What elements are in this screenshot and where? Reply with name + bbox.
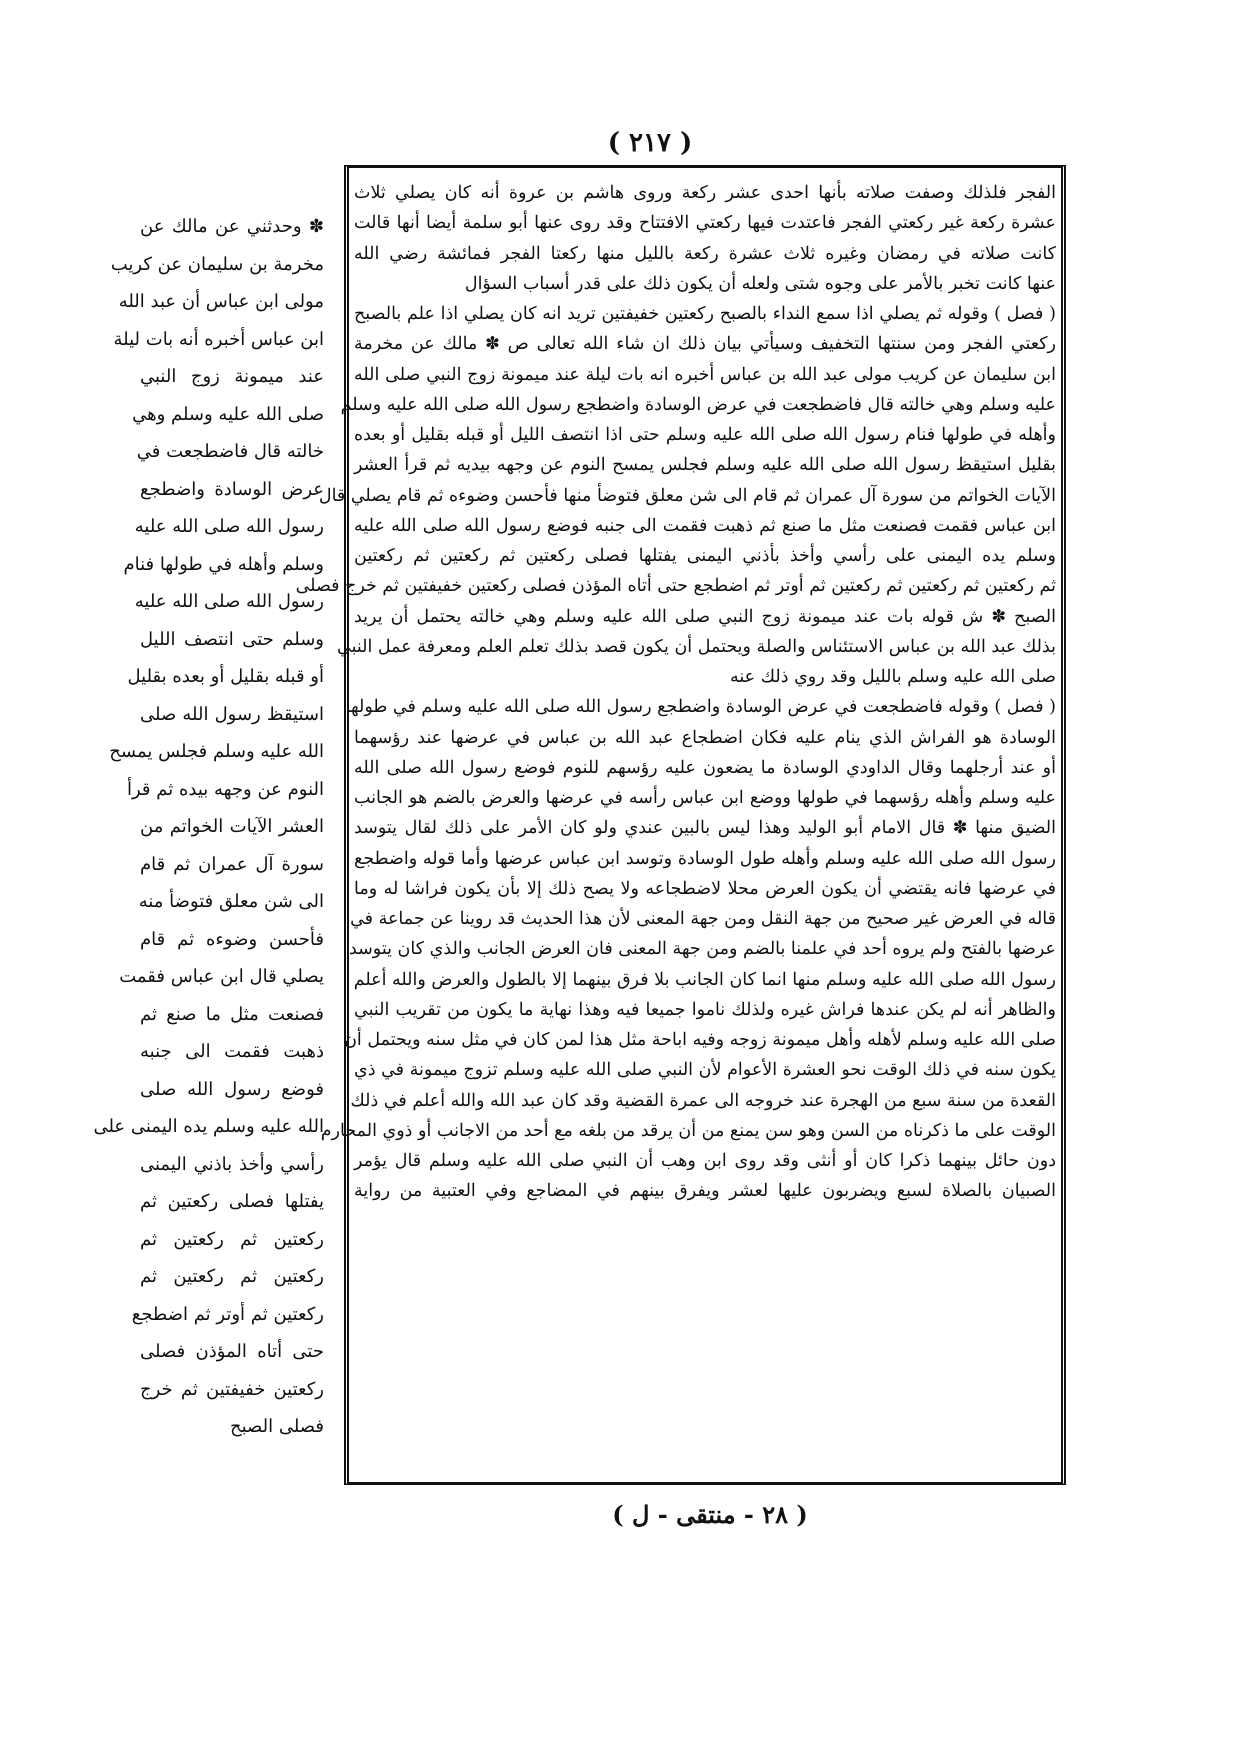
side-text-line: ✽ وحدثني عن مالك عن <box>140 216 324 237</box>
side-text-line: عرض الوسادة واضطجع <box>140 478 324 500</box>
main-text-line: كانت صلاته في رمضان وغيره ثلاث عشرة ركعة بالليل منها ركعتا الفجر فمائشة رضي الله <box>354 243 1056 264</box>
main-text-line: يكون سنه في ذلك الوقت نحو العشرة الأعوام لأن النبي صلى الله عليه وسلم تزوج ميمونة في ذي <box>354 1060 1056 1081</box>
main-text-line: بقليل استيقظ رسول الله صلى الله عليه وسلم فجلس يمسح النوم عن وجهه بيديه ثم قرأ العشر <box>354 455 1056 476</box>
side-text-line: أو قبله بقليل أو بعده بقليل <box>127 666 324 687</box>
side-text-line: حتى أتاه المؤذن فصلى <box>140 1341 324 1362</box>
main-text-line: صلى الله عليه وسلم بالليل وقد روي ذلك عنه <box>729 667 1056 687</box>
main-text-line: رسول الله صلى الله عليه وسلم منها انما كان الجانب بلا فرق بينهما إلا بالطول والعرض والله أعلم <box>353 969 1056 990</box>
side-text-line: ركعتين ثم ركعتين ثم <box>140 1228 324 1250</box>
side-text-line: يفتلها فصلى ركعتين ثم <box>140 1191 324 1212</box>
side-text-line: مولى ابن عباس أن عبد الله <box>118 291 324 312</box>
side-text-line: خالته قال فاضطجعت في <box>136 441 324 462</box>
side-text-line: رسول الله صلى الله عليه <box>134 516 324 537</box>
side-text-line: وسلم حتى انتصف الليل <box>140 628 324 650</box>
main-text-line: في عرضها فانه يقتضي أن يكون العرض محلا لاضطجاعه ولا يصح ذلك إلا بأن يكون فراشا له وما <box>354 878 1056 899</box>
main-text-line: الوسادة هو الفراش الذي ينام عليه فكان اضطجاع عبد الله بن عباس في عرضها عند رؤسهما <box>354 727 1056 748</box>
main-text-line: القعدة من سنة سبع من الهجرة عند خروجه الى عمرة القضية وقد كان عبد الله والله أعلم في ذلك <box>350 1090 1056 1111</box>
main-text-line: والظاهر أنه لم يكن عندها فراش غيره ولذلك ناموا جميعا فيه وهذا نهاية ما يكون من تقريب النبي <box>354 999 1056 1020</box>
page-number: ( ٢١٧ ) <box>607 128 693 158</box>
main-text-line: ( فصل ) وقوله فاضطجعت في عرض الوسادة واضطجع رسول الله صلى الله عليه وسلم في طولها <box>345 697 1056 718</box>
side-text-line: استيقظ رسول الله صلى <box>140 703 324 725</box>
main-text-line: ابن سليمان عن كريب مولى عبد الله بن عباس أخبره انه بات ليلة عند ميمونة زوج النبي صلى الله <box>354 364 1056 385</box>
main-text-line: الآيات الخواتم من سورة آل عمران ثم قام الى شن معلق فتوضأ منها فأحسن وضوءه ثم قام يصلي قال <box>318 485 1056 506</box>
side-text-line: عند ميمونة زوج النبي <box>140 366 324 387</box>
side-text-line: الله عليه وسلم فجلس يمسح <box>109 741 324 762</box>
side-text-line: النوم عن وجهه بيده ثم قرأ <box>126 778 324 800</box>
main-text-line: وسلم يده اليمنى على رأسي وأخذ بأذني اليمنى يفتلها فصلى ركعتين ثم ركعتين ثم ركعتين <box>354 546 1056 566</box>
side-text-line: رسول الله صلى الله عليه <box>134 591 324 612</box>
main-text-line: ابن عباس فقمت فصنعت مثل ما صنع ثم ذهبت فقمت الى جنبه فوضع رسول الله صلى الله عليه <box>354 515 1056 536</box>
main-text-line: عرضها بالفتح ولم يروه أحد في علمنا بالضم ومن جهة المعنى فان العرض الجانب والذي كان يتوسد <box>348 939 1056 960</box>
side-text-line: رأسي وأخذ باذني اليمنى <box>140 1153 324 1175</box>
main-text-line: وأهله في طولها فنام رسول الله صلى الله عليه وسلم حتى اذا انتصف الليل أو قبله بقليل أو بعده <box>354 425 1056 445</box>
side-text-line: وسلم وأهله في طولها فنام <box>123 553 324 575</box>
side-text-line: العشر الآيات الخواتم من <box>140 816 324 837</box>
side-text-line: ركعتين ثم أوتر ثم اضطجع <box>131 1303 324 1325</box>
main-text-line: الصبح ✽ ش قوله بات عند ميمونة زوج النبي صلى الله عليه وسلم وهي خالته يحتمل أن يريد <box>354 606 1056 627</box>
main-text-line: أو عند أرجلهما وقال الداودي الوسادة ما يضعون عليه رؤسهم للنوم فوضع رسول الله صلى الله <box>354 757 1056 778</box>
main-text-line: الضيق منها ✽ قال الامام أبو الوليد وهذا ليس بالبين عندي ولو كان الأمر على ذلك لقال يتوسد <box>354 818 1056 839</box>
side-text-line: يصلي قال ابن عباس فقمت <box>119 966 324 987</box>
side-text-line: الى شن معلق فتوضأ منه <box>138 891 324 912</box>
main-text-line: ( فصل ) وقوله ثم يصلي اذا سمع النداء بالصبح ركعتين خفيفتين تريد انه كان يصلي اذا علم بالصبح <box>354 304 1056 324</box>
main-text-line: رسول الله صلى الله عليه وسلم وأهله طول الوسادة وتوسد ابن عباس عرضها وأما قوله واضطجع <box>354 848 1056 869</box>
side-text-line: سورة آل عمران ثم قام <box>140 853 324 875</box>
side-text-line: ركعتين خفيفتين ثم خرج <box>140 1378 324 1400</box>
main-text-line: دون حائل بينهما ذكرا كان أو أنثى وقد روى ابن وهب أن النبي صلى الله عليه وسلم قال يؤمر <box>354 1151 1056 1171</box>
main-text-line: قاله في العرض غير صحيح من جهة النقل ومن جهة المعنى لأن هذا الحديث قد روينا عن جماعة في <box>350 909 1056 929</box>
main-commentary-column <box>295 178 1056 1207</box>
main-text-line: ركعتي الفجر ومن سنتها التخفيف وسيأتي بيان ذلك ان شاء الله تعالى ص ✽ مالك عن مخرمة <box>354 334 1056 355</box>
main-text-line: عليه وسلم وهي خالته قال فاضطجعت في عرض الوسادة واضطجع رسول الله صلى الله عليه وسلم <box>340 394 1056 415</box>
side-text-line: ركعتين ثم ركعتين ثم <box>140 1266 324 1287</box>
main-text-line: بذلك عبد الله بن عباس الاستئناس والصلة ويحتمل أن يكون قصد بذلك تعلم العلم ومعرفة عمل النبي <box>337 636 1056 657</box>
side-text-line: ابن عباس أخبره أنه بات ليلة <box>113 328 324 350</box>
side-text-line: الله عليه وسلم يده اليمنى على <box>93 1116 324 1137</box>
side-text-line: ذهبت فقمت الى جنبه <box>140 1041 324 1062</box>
side-text-line: صلى الله عليه وسلم وهي <box>132 403 324 425</box>
printer-signature: ( ٢٨ - منتقى - ل ) <box>612 1500 808 1529</box>
main-text-line: عشرة ركعة غير ركعتي الفجر فاعتدت فيها ركعتي الافتتاح وقد روى عنها أبو سلمة أيضا أنها قالت <box>354 213 1056 234</box>
side-text-line: فوضع رسول الله صلى <box>140 1078 324 1100</box>
side-text-line: فصنعت مثل ما صنع ثم <box>140 1003 324 1025</box>
side-text-line: مخرمة بن سليمان عن كريب <box>110 253 324 275</box>
main-text-line: الفجر فلذلك وصفت صلاته بأنها احدى عشر ركعة وروى هاشم بن عروة أنه كان يصلي ثلاث <box>354 183 1056 203</box>
main-text-line: عليه وسلم وأهله رؤسهما في طولها ووضع ابن عباس رأسه في عرضها والعرض بالضم هو الجانب <box>354 788 1056 808</box>
main-text-line: عنها كانت تخبر بالأمر على وجوه شتى ولعله أن يكون ذلك على قدر أسباب السؤال <box>464 273 1056 294</box>
main-text-line: صلى الله عليه وسلم لأهله وأهل ميمونة زوجه وفيه اباحة مثل هذا لمن كان في مثل سنه ويحتمل أن <box>344 1030 1056 1050</box>
main-text-line: ثم ركعتين ثم ركعتين ثم ركعتين ثم أوتر ثم اضطجع حتى أتاه المؤذن فصلى ركعتين خفيفتين ثم خرج فصلى <box>295 576 1056 597</box>
side-text-line: فأحسن وضوءه ثم قام <box>140 928 324 950</box>
main-text-line: الوقت على ما ذكرناه من السن وهو سن يمنع من أن يرقد من بلغه مع أحد من الاجانب أو ذوي المحارم <box>320 1120 1056 1141</box>
side-hadith-column <box>93 208 324 1446</box>
side-text-line: فصلى الصبح <box>229 1416 324 1437</box>
main-text-line: الصبيان بالصلاة لسبع ويضربون عليها لعشر ويفرق بينهم في المضاجع وفي العتبية من رواية <box>354 1181 1056 1202</box>
